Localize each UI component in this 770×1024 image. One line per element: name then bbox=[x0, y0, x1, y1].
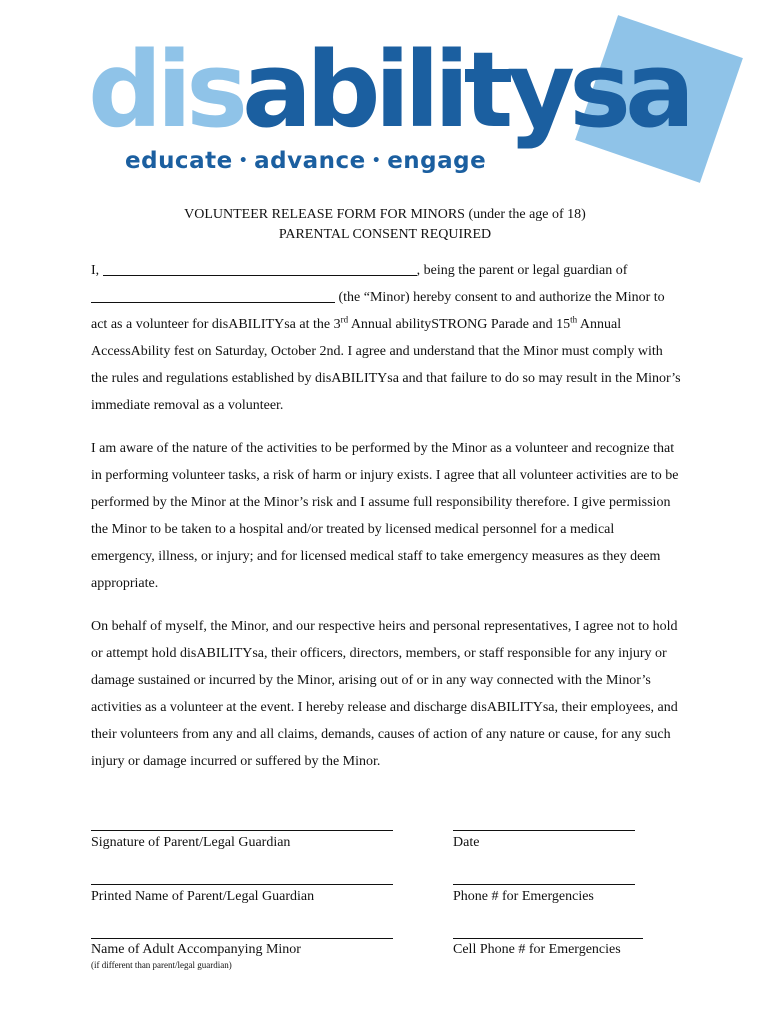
superscript-th: th bbox=[570, 314, 578, 325]
disabilitysa-logo bbox=[88, 28, 688, 193]
tagline-advance: advance bbox=[254, 148, 366, 174]
consent-rest: Annual AccessAbility fest on Saturday, October 2nd. I agree and understand that the Minor must comply with the rules and regulations established by disABILITYsa and that failure to do so may result in the Minor’s immediate removal as a volunteer. bbox=[91, 317, 681, 413]
printed-name-label: Printed Name of Parent/Legal Guardian bbox=[91, 889, 315, 904]
consent-mid: Annual abilitySTRONG Parade and 15 bbox=[348, 317, 571, 332]
signature-line[interactable] bbox=[91, 830, 393, 831]
tagline-engage: engage bbox=[387, 148, 487, 174]
signature-label: Signature of Parent/Legal Guardian bbox=[91, 835, 291, 850]
adult-name-label: Name of Adult Accompanying Minor bbox=[91, 942, 301, 957]
adult-name-note: (if different than parent/legal guardian) bbox=[91, 960, 232, 970]
consent-after-name: , being the parent or legal guardian of bbox=[416, 263, 628, 278]
tagline-educate: educate bbox=[125, 148, 233, 174]
cell-phone-label: Cell Phone # for Emergencies bbox=[453, 942, 621, 957]
printed-name-line[interactable] bbox=[91, 884, 393, 885]
phone-line[interactable] bbox=[453, 884, 635, 885]
consent-prefix: I, bbox=[91, 263, 103, 278]
release-paragraph: On behalf of myself, the Minor, and our respective heirs and personal representatives, I agree not to hold or attempt hold disABILITYsa, their officers, directors, members, or staff responsible for any injury or damage sustained or incurred by the Minor, arising out of or in any way connected with the Minor’s activities as a volunteer at the event. I hereby release and discharge disABILITYsa, their employees, and their volunteers from any and all claims, demands, causes of action of any nature or cause, for any such injury or damage incurred or suffered by the Minor. bbox=[91, 619, 678, 769]
superscript-rd: rd bbox=[340, 314, 349, 325]
phone-label: Phone # for Emergencies bbox=[453, 889, 594, 904]
minor-name-blank[interactable] bbox=[91, 287, 335, 303]
date-label: Date bbox=[453, 835, 480, 850]
tagline-separator: • bbox=[371, 153, 382, 169]
cell-phone-line[interactable] bbox=[453, 938, 643, 939]
date-line[interactable] bbox=[453, 830, 635, 831]
parent-name-blank[interactable] bbox=[103, 260, 417, 276]
consent-paragraph bbox=[91, 257, 681, 419]
logo-tagline bbox=[125, 148, 486, 174]
logo-word-ability: ability bbox=[242, 29, 570, 151]
form-subtitle: PARENTAL CONSENT REQUIRED bbox=[278, 227, 492, 242]
logo-wordmark bbox=[88, 30, 689, 150]
adult-name-line[interactable] bbox=[91, 938, 393, 939]
form-title: VOLUNTEER RELEASE FORM FOR MINORS (under the age of 18) bbox=[184, 207, 586, 222]
risk-paragraph: I am aware of the nature of the activities to be performed by the Minor as a volunteer and recognize that in performing volunteer tasks, a risk of harm or injury exists. I agree that all volunteer activities are to be performed by the Minor at the Minor’s risk and I assume full responsibility therefore. I give permission the Minor to be taken to a hospital and/or treated by licensed medical personnel for a medical emergency, illness, or injury; and for licensed medical staff to take emergency measures as they deem appropriate. bbox=[91, 441, 679, 591]
tagline-separator: • bbox=[238, 153, 249, 169]
consent-after-minor: (the “Minor) hereby consent to and authorize the Minor to act as a volunteer for disABILITYsa at the 3 bbox=[91, 290, 665, 332]
logo-word-dis: dis bbox=[88, 29, 242, 151]
logo-word-sa: sa bbox=[569, 29, 690, 151]
